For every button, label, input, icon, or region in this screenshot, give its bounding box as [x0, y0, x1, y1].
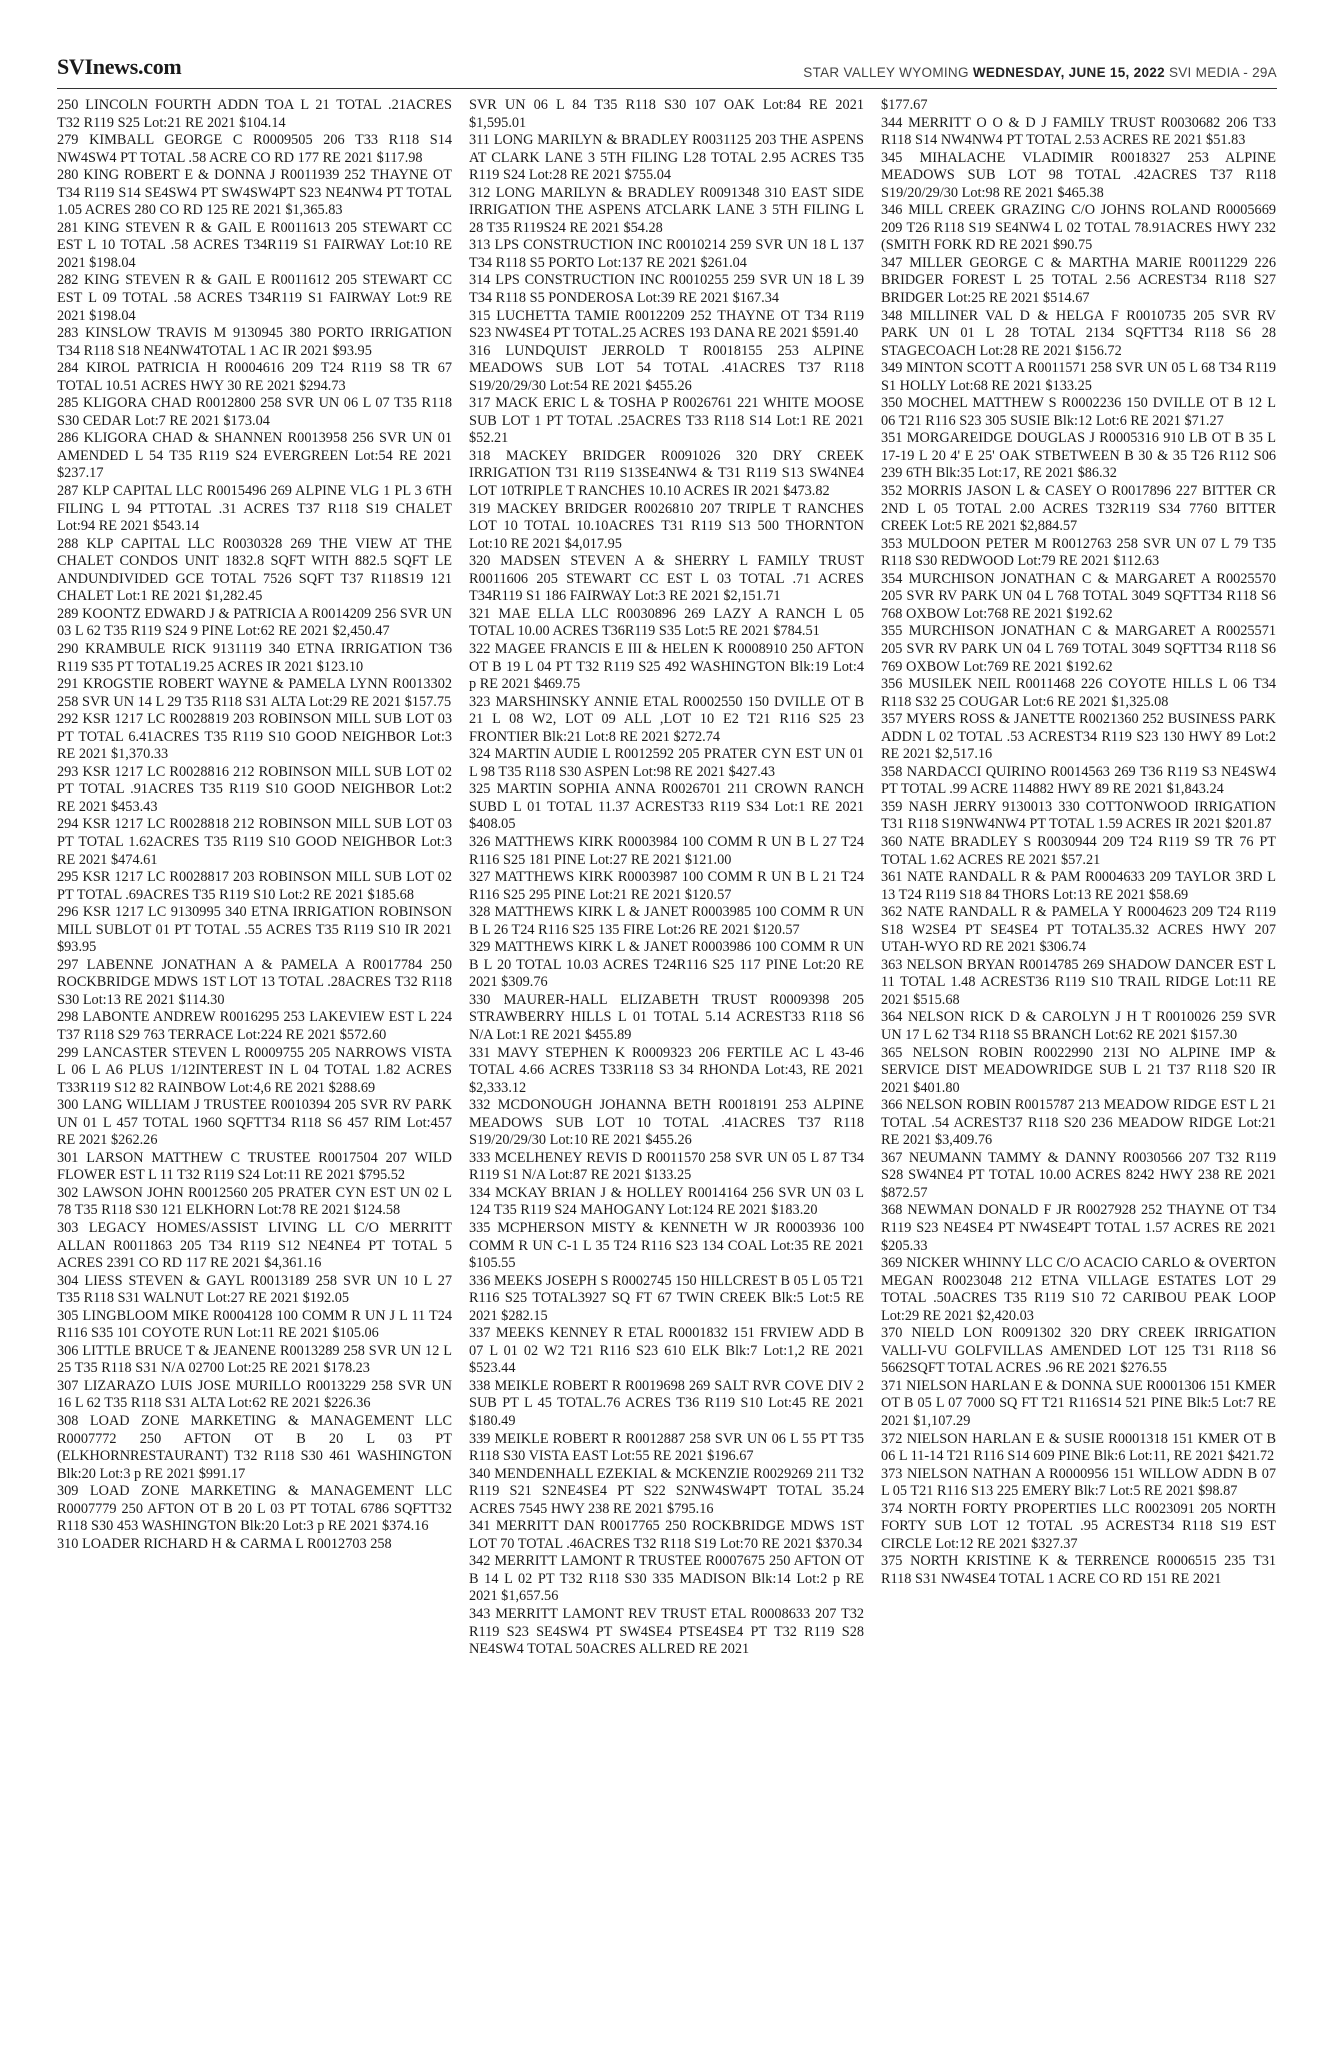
listing-entry: 310 LOADER RICHARD H & CARMA L R0012703 258 [57, 1535, 392, 1552]
listing-entry: 291 KROGSTIE ROBERT WAYNE & PAMELA LYNN R0013302 258 SVR UN 14 L 29 T35 R118 S31 ALTA Lot:29 RE 2021 $157.75 [57, 676, 452, 710]
listing-entry: 327 MATTHEWS KIRK R0003987 100 COMM R UN B L 21 T24 R116 S25 295 PINE Lot:21 RE 2021 $120.57 [469, 869, 864, 903]
listing-entry: 362 NATE RANDALL R & PAMELA Y R0004623 209 T24 R119 S18 W2SE4 PT SE4SE4 PT TOTAL35.32 ACRES HWY 207 UTAH-WYO RD RE 2021 $306.74 [881, 904, 1276, 956]
listing-columns [57, 97, 1277, 2032]
listing-entry: 315 LUCHETTA TAMIE R0012209 252 THAYNE OT T34 R119 S23 NW4SE4 PT TOTAL.25 ACRES 193 DANA RE 2021 $591.40 [469, 307, 864, 342]
listing-entry: 329 MATTHEWS KIRK L & JANET R0003986 100 COMM R UN B L 20 TOTAL 10.03 ACRES T24R116 S25 117 PINE Lot:20 RE 2021 $309.76 [469, 939, 864, 991]
listing-entry: 364 NELSON RICK D & CAROLYN J H T R0010026 259 SVR UN 17 L 62 T34 R118 S5 BRANCH Lot:62 RE 2021 $157.30 [881, 1009, 1276, 1043]
listing-entry: 345 MIHALACHE VLADIMIR R0018327 253 ALPINE MEADOWS SUB LOT 98 TOTAL .42ACRES T37 R118 S19/20/29/30 Lot:98 RE 2021 $465.38 [881, 149, 1276, 201]
listing-entry: 313 LPS CONSTRUCTION INC R0010214 259 SVR UN 18 L 137 T34 R118 S5 PORTO Lot:137 RE 2021 $261.04 [469, 237, 864, 271]
column-2 [469, 97, 864, 2032]
listing-entry: 363 NELSON BRYAN R0014785 269 SHADOW DANCER EST L 11 TOTAL 1.48 ACREST36 R119 S10 TRAIL RIDGE Lot:11 RE 2021 $515.68 [881, 956, 1276, 1008]
listing-entry: 354 MURCHISON JONATHAN C & MARGARET A R0025570 205 SVR RV PARK UN 04 L 768 TOTAL 3049 SQFTT34 R118 S6 768 OXBOW Lot:768 RE 2021 $192.62 [881, 570, 1276, 622]
listing-entry: 250 LINCOLN FOURTH ADDN TOA L 21 TOTAL .21ACRES T32 R119 S25 Lot:21 RE 2021 $104.14 [57, 97, 452, 131]
listing-entry: 319 MACKEY BRIDGER R0026810 207 TRIPLE T RANCHES LOT 10 TOTAL 10.10ACRES T31 R119 S13 500 THORNTON Lot:10 RE 2021 $4,017.95 [469, 500, 864, 552]
listing-entry: 295 KSR 1217 LC R0028817 203 ROBINSON MILL SUB LOT 02 PT TOTAL .69ACRES T35 R119 S10 Lot:2 RE 2021 $185.68 [57, 869, 452, 903]
listing-entry: 286 KLIGORA CHAD & SHANNEN R0013958 256 SVR UN 01 AMENDED L 54 T35 R119 S24 EVERGREEN Lot:54 RE 2021 $237.17 [57, 430, 452, 482]
listing-entry: 306 LITTLE BRUCE T & JEANENE R0013289 258 SVR UN 12 L 25 T35 R118 S31 N/A 02700 Lot:25 RE 2021 $178.23 [57, 1342, 452, 1377]
listing-entry: 299 LANCASTER STEVEN L R0009755 205 NARROWS VISTA L 06 L A6 PLUS 1/12INTEREST IN L 04 TOTAL 1.82 ACRES T33R119 S12 82 RAINBOW Lot:4,6 RE 2021 $288.69 [57, 1044, 452, 1096]
listing-entry: 332 MCDONOUGH JOHANNA BETH R0018191 253 ALPINE MEADOWS SUB LOT 10 TOTAL .41ACRES T37 R118 S19/20/29/30 Lot:10 RE 2021 $455.26 [469, 1097, 864, 1149]
listing-entry: 326 MATTHEWS KIRK R0003984 100 COMM R UN B L 27 T24 R116 S25 181 PINE Lot:27 RE 2021 $121.00 [469, 833, 864, 868]
listing-entry: 334 MCKAY BRIAN J & HOLLEY R0014164 256 SVR UN 03 L 124 T35 R119 S24 MAHOGANY Lot:124 RE 2021 $183.20 [469, 1184, 864, 1219]
listing-entry: 361 NATE RANDALL R & PAM R0004633 209 TAYLOR 3RD L 13 T24 R119 S18 84 THORS Lot:13 RE 2021 $58.69 [881, 869, 1276, 903]
listing-entry: 333 MCELHENEY REVIS D R0011570 258 SVR UN 05 L 87 T34 R119 S1 N/A Lot:87 RE 2021 $133.25 [469, 1149, 864, 1184]
listing-entry: 352 MORRIS JASON L & CASEY O R0017896 227 BITTER CR 2ND L 05 TOTAL 2.00 ACRES T32R119 S34 7760 BITTER CREEK Lot:5 RE 2021 $2,884.57 [881, 483, 1276, 535]
listing-entry: 330 MAURER-HALL ELIZABETH TRUST R0009398 205 STRAWBERRY HILLS L 01 TOTAL 5.14 ACREST33 R118 S6 N/A Lot:1 RE 2021 $455.89 [469, 991, 864, 1043]
listing-entry: 367 NEUMANN TAMMY & DANNY R0030566 207 T32 R119 S28 SW4NE4 PT TOTAL 10.00 ACRES 8242 HWY 238 RE 2021 $872.57 [881, 1149, 1276, 1201]
site-name[interactable]: SVInews.com [57, 54, 182, 79]
listing-entry: 311 LONG MARILYN & BRADLEY R0031125 203 THE ASPENS AT CLARK LANE 3 5TH FILING L28 TOTAL 2.95 ACRES T35 R119 S24 Lot:28 RE 2021 $755.04 [469, 132, 864, 184]
listing-entry: 321 MAE ELLA LLC R0030896 269 LAZY A RANCH L 05 TOTAL 10.00 ACRES T36R119 S35 Lot:5 RE 2021 $784.51 [469, 605, 864, 640]
listing-entry: 348 MILLINER VAL D & HELGA F R0010735 205 SVR RV PARK UN 01 L 28 TOTAL 2134 SQFTT34 R118 S6 28 STAGECOACH Lot:28 RE 2021 $156.72 [881, 307, 1276, 359]
listing-entry: 287 KLP CAPITAL LLC R0015496 269 ALPINE VLG 1 PL 3 6TH FILING L 94 PTTOTAL .31 ACRES T37 R118 S19 CHALET Lot:94 RE 2021 $543.14 [57, 483, 452, 535]
listing-entry: 284 KIROL PATRICIA H R0004616 209 T24 R119 S8 TR 67 TOTAL 10.51 ACRES HWY 30 RE 2021 $294.73 [57, 360, 452, 394]
listing-entry: 338 MEIKLE ROBERT R R0019698 269 SALT RVR COVE DIV 2 SUB PT L 45 TOTAL.76 ACRES T36 R119 S10 Lot:45 RE 2021 $180.49 [469, 1377, 864, 1430]
listing-entry: 359 NASH JERRY 9130013 330 COTTONWOOD IRRIGATION T31 R118 S19NW4NW4 PT TOTAL 1.59 ACRES IR 2021 $201.87 [881, 798, 1276, 833]
listing-entry: 309 LOAD ZONE MARKETING & MANAGEMENT LLC R0007779 250 AFTON OT B 20 L 03 PT TOTAL 6786 SQFTT32 R118 S30 453 WASHINGTON Blk:20 Lot:3 p RE 2021 $374.16 [57, 1483, 452, 1535]
folio-line [803, 65, 1277, 80]
listing-entry: 368 NEWMAN DONALD F JR R0027928 252 THAYNE OT T34 R119 S23 NE4SE4 PT NW4SE4PT TOTAL 1.57 ACRES RE 2021 $205.33 [881, 1202, 1276, 1254]
listing-entry: 307 LIZARAZO LUIS JOSE MURILLO R0013229 258 SVR UN 16 L 62 T35 R118 S31 ALTA Lot:62 RE 2021 $226.36 [57, 1377, 452, 1412]
folio-prefix: STAR VALLEY WYOMING [803, 65, 969, 80]
listing-entry: 340 MENDENHALL EZEKIAL & MCKENZIE R0029269 211 T32 R119 S21 S2NE4SE4 PT S22 S2NW4SW4PT TOTAL 35.24 ACRES 7545 HWY 238 RE 2021 $795.16 [469, 1465, 864, 1517]
listing-entry: $177.67 [881, 97, 928, 113]
listing-entry: 322 MAGEE FRANCIS E III & HELEN K R0008910 250 AFTON OT B 19 L 04 PT T32 R119 S25 492 WASHINGTON Blk:19 Lot:4 p RE 2021 $469.75 [469, 640, 864, 693]
listing-entry: 373 NIELSON NATHAN A R0000956 151 WILLOW ADDN B 07 L 05 T21 R116 S13 225 EMERY Blk:7 Lot:5 RE 2021 $98.87 [881, 1465, 1276, 1500]
listing-entry: 343 MERRITT LAMONT REV TRUST ETAL R0008633 207 T32 R119 S23 SE4SW4 PT SW4SE4 PTSE4SE4 PT T32 R119 S28 NE4SW4 TOTAL 50ACRES ALLRED RE 2021 [469, 1606, 864, 1658]
listing-entry: 336 MEEKS JOSEPH S R0002745 150 HILLCREST B 05 L 05 T21 R116 S25 TOTAL3927 SQ FT 67 TWIN CREEK Blk:5 Lot:5 RE 2021 $282.15 [469, 1272, 864, 1324]
column-3 [881, 97, 1276, 2032]
listing-entry: 290 KRAMBULE RICK 9131119 340 ETNA IRRIGATION T36 R119 S35 PT TOTAL19.25 ACRES IR 2021 $123.10 [57, 640, 452, 675]
listing-entry: 356 MUSILEK NEIL R0011468 226 COYOTE HILLS L 06 T34 R118 S32 25 COUGAR Lot:6 RE 2021 $1,325.08 [881, 676, 1276, 710]
newspaper-page [57, 50, 1277, 2040]
listing-entry: 346 MILL CREEK GRAZING C/O JOHNS ROLAND R0005669 209 T26 R118 S19 SE4NW4 L 02 TOTAL 78.91ACRES HWY 232 (SMITH FORK RD RE 2021 $90.75 [881, 202, 1276, 254]
header-rule [57, 88, 1277, 89]
listing-entry: 357 MYERS ROSS & JANETTE R0021360 252 BUSINESS PARK ADDN L 02 TOTAL .53 ACREST34 R119 S23 130 HWY 89 Lot:2 RE 2021 $2,517.16 [881, 711, 1276, 763]
listing-entry: 294 KSR 1217 LC R0028818 212 ROBINSON MILL SUB LOT 03 PT TOTAL 1.62ACRES T35 R119 S10 GOOD NEIGHBOR Lot:3 RE 2021 $474.61 [57, 816, 452, 868]
listing-entry: 374 NORTH FORTY PROPERTIES LLC R0023091 205 NORTH FORTY SUB LOT 12 TOTAL .95 ACREST34 R118 S19 EST CIRCLE Lot:12 RE 2021 $327.37 [881, 1500, 1276, 1552]
listing-entry: 289 KOONTZ EDWARD J & PATRICIA A R0014209 256 SVR UN 03 L 62 T35 R119 S24 9 PINE Lot:62 RE 2021 $2,450.47 [57, 605, 452, 640]
listing-entry: 320 MADSEN STEVEN A & SHERRY L FAMILY TRUST R0011606 205 STEWART CC EST L 03 TOTAL .71 ACRES T34R119 S1 186 FAIRWAY Lot:3 RE 2021 $2,151.71 [469, 553, 864, 605]
folio-suffix: SVI MEDIA - 29A [1168, 65, 1277, 80]
listing-entry: 305 LINGBLOOM MIKE R0004128 100 COMM R UN J L 11 T24 R116 S35 101 COYOTE RUN Lot:11 RE 2021 $105.06 [57, 1307, 452, 1342]
listing-entry: 344 MERRITT O O & D J FAMILY TRUST R0030682 206 T33 R118 S14 NW4NW4 PT TOTAL 2.53 ACRES RE 2021 $51.83 [881, 114, 1276, 149]
listing-entry: 302 LAWSON JOHN R0012560 205 PRATER CYN EST UN 02 L 78 T35 R118 S30 121 ELKHORN Lot:78 RE 2021 $124.58 [57, 1184, 452, 1219]
listing-entry: 288 KLP CAPITAL LLC R0030328 269 THE VIEW AT THE CHALET CONDOS UNIT 1832.8 SQFT WITH 882.5 SQFT LE ANDUNDIVIDED GCE TOTAL 7526 SQFT T37 R118S19 121 CHALET Lot:1 RE 2021 $1,282.45 [57, 535, 452, 605]
listing-entry: 281 KING STEVEN R & GAIL E R0011613 205 STEWART CC EST L 10 TOTAL .58 ACRES T34R119 S1 FAIRWAY Lot:10 RE 2021 $198.04 [57, 219, 452, 271]
listing-entry: 324 MARTIN AUDIE L R0012592 205 PRATER CYN EST UN 01 L 98 T35 R118 S30 ASPEN Lot:98 RE 2021 $427.43 [469, 746, 864, 780]
listing-entry: 342 MERRITT LAMONT R TRUSTEE R0007675 250 AFTON OT B 14 L 02 PT T32 R118 S30 335 MADISON Blk:14 Lot:2 p RE 2021 $1,657.56 [469, 1553, 864, 1605]
listing-entry: 350 MOCHEL MATTHEW S R0002236 150 DVILLE OT B 12 L 06 T21 R116 S23 305 SUSIE Blk:12 Lot:6 RE 2021 $71.27 [881, 395, 1276, 429]
listing-entry: 312 LONG MARILYN & BRADLEY R0091348 310 EAST SIDE IRRIGATION THE ASPENS ATCLARK LANE 3 5TH FILING L 28 T35 R119S24 RE 2021 $54.28 [469, 184, 864, 236]
listing-entry: 285 KLIGORA CHAD R0012800 258 SVR UN 06 L 07 T35 R118 S30 CEDAR Lot:7 RE 2021 $173.04 [57, 395, 452, 429]
listing-entry: 328 MATTHEWS KIRK L & JANET R0003985 100 COMM R UN B L 26 T24 R116 S25 135 FIRE Lot:26 RE 2021 $120.57 [469, 904, 864, 938]
listing-entry: 280 KING ROBERT E & DONNA J R0011939 252 THAYNE OT T34 R119 S14 SE4SW4 PT SW4SW4PT S23 NE4NW4 PT TOTAL 1.05 ACRES 280 CO RD 125 RE 2021 $1,365.83 [57, 167, 452, 219]
folio-date: WEDNESDAY, JUNE 15, 2022 [972, 65, 1165, 80]
listing-entry: 365 NELSON ROBIN R0022990 213I NO ALPINE IMP & SERVICE DIST MEADOWRIDGE SUB L 21 T37 R118 S20 IR 2021 $401.80 [881, 1044, 1276, 1096]
listing-entry: 341 MERRITT DAN R0017765 250 ROCKBRIDGE MDWS 1ST LOT 70 TOTAL .46ACRES T32 R118 S19 Lot:70 RE 2021 $370.34 [469, 1518, 864, 1552]
listing-entry: 337 MEEKS KENNEY R ETAL R0001832 151 FRVIEW ADD B 07 L 01 02 W2 T21 R116 S23 610 ELK Blk:7 Lot:1,2 RE 2021 $523.44 [469, 1325, 864, 1377]
listing-entry: 371 NIELSON HARLAN E & DONNA SUE R0001306 151 KMER OT B 05 L 07 7000 SQ FT T21 R116S14 521 PINE Blk:5 Lot:7 RE 2021 $1,107.29 [881, 1377, 1276, 1430]
listing-entry: 314 LPS CONSTRUCTION INC R0010255 259 SVR UN 18 L 39 T34 R118 S5 PONDEROSA Lot:39 RE 2021 $167.34 [469, 272, 864, 307]
listing-entry: 301 LARSON MATTHEW C TRUSTEE R0017504 207 WILD FLOWER EST L 11 T32 R119 S24 Lot:11 RE 2021 $795.52 [57, 1149, 452, 1184]
masthead [57, 50, 1277, 80]
listing-entry: 372 NIELSON HARLAN E & SUSIE R0001318 151 KMER OT B 06 L 11-14 T21 R116 S14 609 PINE Blk:6 Lot:11, RE 2021 $421.72 [881, 1430, 1276, 1465]
listing-entry: 296 KSR 1217 LC 9130995 340 ETNA IRRIGATION ROBINSON MILL SUBLOT 01 PT TOTAL .55 ACRES T35 R119 S10 IR 2021 $93.95 [57, 904, 452, 956]
listing-entry: 331 MAVY STEPHEN K R0009323 206 FERTILE AC L 43-46 TOTAL 4.66 ACRES T33R118 S3 34 RHONDA Lot:43, RE 2021 $2,333.12 [469, 1044, 864, 1096]
listing-entry: 351 MORGAREIDGE DOUGLAS J R0005316 910 LB OT B 35 L 17-19 L 20 4' E 25' OAK STBETWEEN B 30 & 35 T26 R112 S06 239 6TH Blk:35 Lot:17, RE 2021 $86.32 [881, 430, 1276, 482]
listing-entry: 300 LANG WILLIAM J TRUSTEE R0010394 205 SVR RV PARK UN 01 L 457 TOTAL 1960 SQFTT34 R118 S6 457 RIM Lot:457 RE 2021 $262.26 [57, 1097, 452, 1149]
listing-entry: 360 NATE BRADLEY S R0030944 209 T24 R119 S9 TR 76 PT TOTAL 1.62 ACRES RE 2021 $57.21 [881, 833, 1276, 868]
listing-entry: 293 KSR 1217 LC R0028816 212 ROBINSON MILL SUB LOT 02 PT TOTAL .91ACRES T35 R119 S10 GOOD NEIGHBOR Lot:2 RE 2021 $453.43 [57, 763, 452, 815]
listing-entry: 317 MACK ERIC L & TOSHA P R0026761 221 WHITE MOOSE SUB LOT 1 PT TOTAL .25ACRES T33 R118 S14 Lot:1 RE 2021 $52.21 [469, 395, 864, 447]
listing-entry: 347 MILLER GEORGE C & MARTHA MARIE R0011229 226 BRIDGER FOREST L 25 TOTAL 2.56 ACREST34 R118 S27 BRIDGER Lot:25 RE 2021 $514.67 [881, 254, 1276, 307]
listing-entry: 349 MINTON SCOTT A R0011571 258 SVR UN 05 L 68 T34 R119 S1 HOLLY Lot:68 RE 2021 $133.25 [881, 360, 1276, 394]
listing-entry: 325 MARTIN SOPHIA ANNA R0026701 211 CROWN RANCH SUBD L 01 TOTAL 11.37 ACREST33 R119 S34 Lot:1 RE 2021 $408.05 [469, 781, 864, 833]
listing-entry: 292 KSR 1217 LC R0028819 203 ROBINSON MILL SUB LOT 03 PT TOTAL 6.41ACRES T35 R119 S10 GOOD NEIGHBOR Lot:3 RE 2021 $1,370.33 [57, 711, 452, 763]
listing-entry: 318 MACKEY BRIDGER R0091026 320 DRY CREEK IRRIGATION T31 R119 S13SE4NW4 & T31 R119 S13 SW4NE4 LOT 10TRIPLE T RANCHES 10.10 ACRES IR 2021 $473.82 [469, 447, 864, 500]
listing-entry: 375 NORTH KRISTINE K & TERRENCE R0006515 235 T31 R118 S31 NW4SE4 TOTAL 1 ACRE CO RD 151 RE 2021 [881, 1553, 1276, 1587]
listing-entry: 283 KINSLOW TRAVIS M 9130945 380 PORTO IRRIGATION T34 R118 S18 NE4NW4TOTAL 1 AC IR 2021 $93.95 [57, 325, 452, 359]
listing-entry: 282 KING STEVEN R & GAIL E R0011612 205 STEWART CC EST L 09 TOTAL .58 ACRES T34R119 S1 FAIRWAY Lot:9 RE 2021 $198.04 [57, 272, 452, 324]
listing-entry: 323 MARSHINSKY ANNIE ETAL R0002550 150 DVILLE OT B 21 L 08 W2, LOT 09 ALL ,LOT 10 E2 T21 R116 S25 23 FRONTIER Blk:21 Lot:8 RE 2021 $272.74 [469, 693, 864, 745]
listing-entry: 353 MULDOON PETER M R0012763 258 SVR UN 07 L 79 T35 R118 S30 REDWOOD Lot:79 RE 2021 $112.63 [881, 535, 1276, 570]
listing-entry: 358 NARDACCI QUIRINO R0014563 269 T36 R119 S3 NE4SW4 PT TOTAL .99 ACRE 114882 HWY 89 RE 2021 $1,843.24 [881, 763, 1276, 798]
listing-entry: 316 LUNDQUIST JERROLD T R0018155 253 ALPINE MEADOWS SUB LOT 54 TOTAL .41ACRES T37 R118 S19/20/29/30 Lot:54 RE 2021 $455.26 [469, 342, 864, 394]
listing-entry: 308 LOAD ZONE MARKETING & MANAGEMENT LLC R0007772 250 AFTON OT B 20 L 03 PT (ELKHORNRESTAURANT) T32 R118 S30 461 WASHINGTON Blk:20 Lot:3 p RE 2021 $991.17 [57, 1413, 452, 1482]
listing-entry: 370 NIELD LON R0091302 320 DRY CREEK IRRIGATION VALLI-VU GOLFVILLAS AMENDED LOT 125 T31 R118 S6 5662SQFT TOTAL ACRES .96 RE 2021 $276.55 [881, 1325, 1276, 1377]
listing-entry: SVR UN 06 L 84 T35 R118 S30 107 OAK Lot:84 RE 2021 $1,595.01 [469, 97, 864, 131]
listing-entry: 279 KIMBALL GEORGE C R0009505 206 T33 R118 S14 NW4SW4 PT TOTAL .58 ACRE CO RD 177 RE 2021 $117.98 [57, 132, 452, 166]
listing-entry: 303 LEGACY HOMES/ASSIST LIVING LL C/O MERRITT ALLAN R0011863 205 T34 R119 S12 NE4NE4 PT TOTAL 5 ACRES 2391 CO RD 117 RE 2021 $4,361.16 [57, 1220, 452, 1272]
listing-entry: 339 MEIKLE ROBERT R R0012887 258 SVR UN 06 L 55 PT T35 R118 S30 VISTA EAST Lot:55 RE 2021 $196.67 [469, 1430, 864, 1465]
listing-entry: 335 MCPHERSON MISTY & KENNETH W JR R0003936 100 COMM R UN C-1 L 35 T24 R116 S23 134 COAL Lot:35 RE 2021 $105.55 [469, 1220, 864, 1272]
listing-entry: 366 NELSON ROBIN R0015787 213 MEADOW RIDGE EST L 21 TOTAL .54 ACREST37 R118 S20 236 MEADOW RIDGE Lot:21 RE 2021 $3,409.76 [881, 1097, 1276, 1149]
listing-entry: 297 LABENNE JONATHAN A & PAMELA A R0017784 250 ROCKBRIDGE MDWS 1ST LOT 13 TOTAL .28ACRES T32 R118 S30 Lot:13 RE 2021 $114.30 [57, 956, 452, 1008]
listing-entry: 355 MURCHISON JONATHAN C & MARGARET A R0025571 205 SVR RV PARK UN 04 L 769 TOTAL 3049 SQFTT34 R118 S6 769 OXBOW Lot:769 RE 2021 $192.62 [881, 623, 1276, 675]
listing-entry: 369 NICKER WHINNY LLC C/O ACACIO CARLO & OVERTON MEGAN R0023048 212 ETNA VILLAGE ESTATES LOT 29 TOTAL .50ACRES T35 R119 S10 72 CARIBOU PEAK LOOP Lot:29 RE 2021 $2,420.03 [881, 1255, 1276, 1324]
listing-entry: 298 LABONTE ANDREW R0016295 253 LAKEVIEW EST L 224 T37 R118 S29 763 TERRACE Lot:224 RE 2021 $572.60 [57, 1009, 452, 1043]
column-1 [57, 97, 452, 2032]
listing-entry: 304 LIESS STEVEN & GAYL R0013189 258 SVR UN 10 L 27 T35 R118 S31 WALNUT Lot:27 RE 2021 $192.05 [57, 1272, 452, 1307]
